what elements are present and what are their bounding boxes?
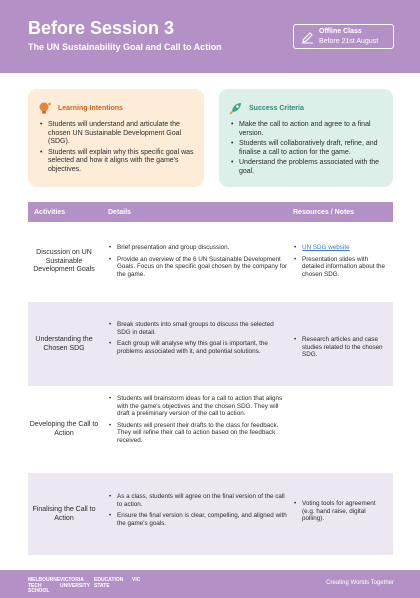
badge-date: Before 21st August [319,38,379,45]
column-header-resources: Resources / Notes [293,209,355,216]
resource-item: • Presentation slides with detailed information about the chosen SDG. [293,256,389,279]
page-subtitle: The UN Sustainability Goal and Call to Action [28,42,222,52]
un-sdg-link-text[interactable]: UN SDG website [302,244,350,251]
table-row [28,222,393,302]
detail-item: • Break students into small groups to discuss the selected SDG in detail. [108,321,288,336]
list-item: • Students will collaboratively draft, refine, and finalise a call to action for the game. [229,140,383,157]
detail-item: • Provide an overview of the 6 UN Sustainable Development Goals. Focus on the specific goal chosen by the company for the game. [108,256,288,279]
learning-intentions-heading: Learning Intentions [58,104,123,112]
activity-cell: Discussion on UN Sustainable Development Goals [33,249,95,273]
class-badge [293,24,394,49]
resources-cell [293,244,389,282]
footer-tagline: Creating Worlds Together [326,580,394,586]
activity-cell: Understanding the Chosen SDG [35,336,93,352]
education-state-logo: EDUCATION STATE [94,577,124,589]
details-cell [108,321,288,359]
details-cell [108,493,288,531]
resource-item: • Voting tools for agreement (e.g. hand raise, digital polling). [293,500,389,523]
page-footer [0,570,420,598]
list-item: • Understand the problems associated with the goal. [229,159,383,176]
details-cell [108,395,288,449]
column-header-details: Details [108,209,131,216]
rocket-icon [229,101,243,115]
list-item: • Students will explain why this specific goal was selected and how it aligns with the game's objectives. [38,149,194,175]
activity-cell: Finalising the Call to Action [32,506,96,522]
success-criteria-heading: Success Criteria [249,104,304,112]
victoria-university-logo: VICTORIA UNIVERSITY [60,577,91,589]
details-cell [108,244,288,282]
pencil-icon [301,31,314,44]
learning-intentions-card [28,89,204,187]
activity-cell: Developing the Call to Action [29,421,99,437]
table-row [28,302,393,386]
table-row [28,386,393,473]
melbourne-tech-school-logo: MELBOURNE TECH SCHOOL [28,577,61,594]
detail-item: • Brief presentation and group discussion. [108,244,288,252]
detail-item: • As a class, students will agree on the final version of the call to action. [108,493,288,508]
column-header-activities: Activities [34,209,66,216]
badge-title: Offline Class [319,28,362,35]
table-row [28,473,393,555]
vic-government-logo: VIC [132,577,141,583]
resource-item: • Research articles and case studies related to the chosen SDG. [293,336,389,359]
detail-item: • Students will brainstorm ideas for a call to action that aligns with the game's objectives and the chosen SDG. They will draft a preliminary version of the call to action. [108,395,288,418]
list-item: • Students will understand and articulate the chosen UN Sustainable Development Goal (SDG). [38,121,194,147]
detail-item: • Students will present their drafts to the class for feedback. They will refine their call to action based on the feedback received. [108,422,288,445]
success-criteria-card [219,89,393,187]
page-header [0,0,420,73]
detail-item: • Ensure the final version is clear, compelling, and aligned with the game's goals. [108,512,288,527]
un-sdg-link[interactable] [293,244,389,252]
list-item: • Make the call to action and agree to a final version. [229,121,383,138]
table-header [28,202,393,222]
page-title: Before Session 3 [28,18,175,38]
lightbulb-icon [38,101,52,115]
resources-cell [293,500,389,527]
detail-item: • Each group will analyse why this goal is important, the problems associated with it, and potential solutions. [108,340,288,355]
resources-cell [293,336,389,363]
